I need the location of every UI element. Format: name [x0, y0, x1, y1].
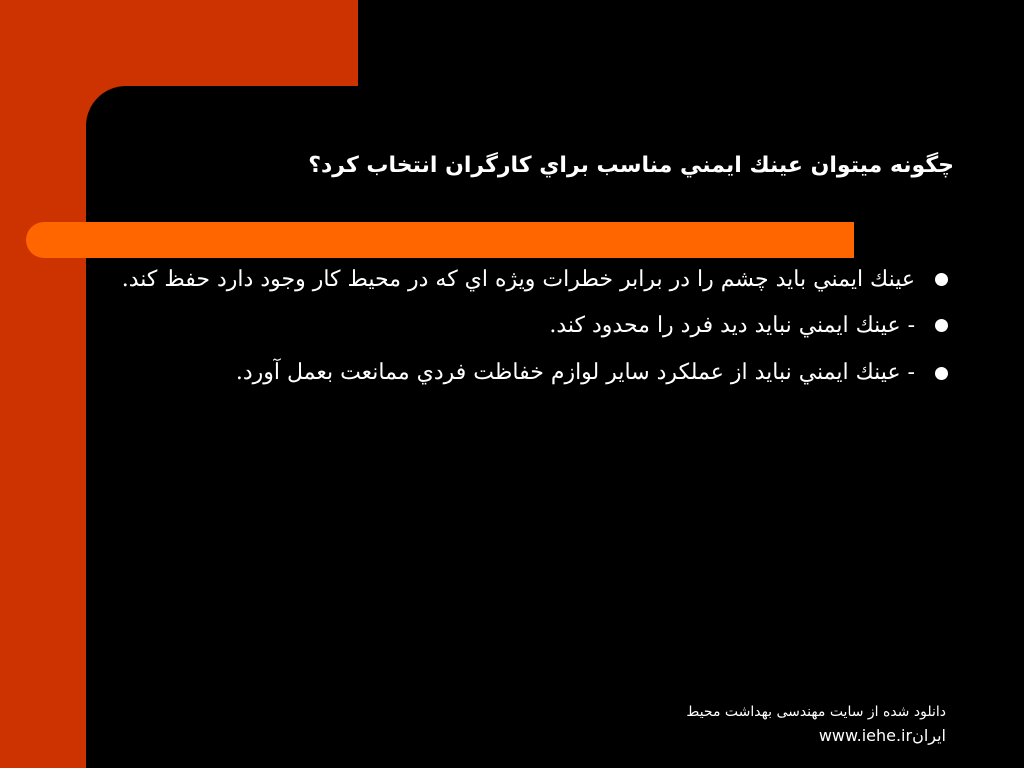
footer-source-text: دانلود شده از سایت مهندسی بهداشت محیط	[686, 704, 946, 720]
bullet-text: - عينك ايمني نبايد از عملكرد ساير لوازم خفاظت فردي ممانعت بعمل آورد.	[235, 360, 915, 385]
bullet-dot-icon	[935, 319, 948, 332]
footer-website: ایرانwww.iehe.ir	[818, 726, 946, 745]
bullet-text: عينك ايمني بايد چشم را در برابر خطرات ويژه اي كه در محيط كار وجود دارد حفظ كند.	[121, 267, 915, 292]
bullet-dot-icon	[935, 367, 948, 380]
slide-title: چگونه ميتوان عينك ايمني مناسب براي كارگران انتخاب كرد؟	[308, 153, 954, 178]
content-panel	[86, 86, 1024, 768]
bullet-item	[100, 348, 950, 398]
bullet-list	[100, 264, 950, 398]
bullet-text: - عينك ايمني نبايد ديد فرد را محدود كند.	[549, 313, 915, 338]
accent-bar	[26, 222, 854, 258]
bullet-item	[100, 264, 950, 296]
footer-credit	[446, 700, 946, 748]
bullet-dot-icon	[935, 273, 948, 286]
bullet-item	[100, 310, 950, 342]
